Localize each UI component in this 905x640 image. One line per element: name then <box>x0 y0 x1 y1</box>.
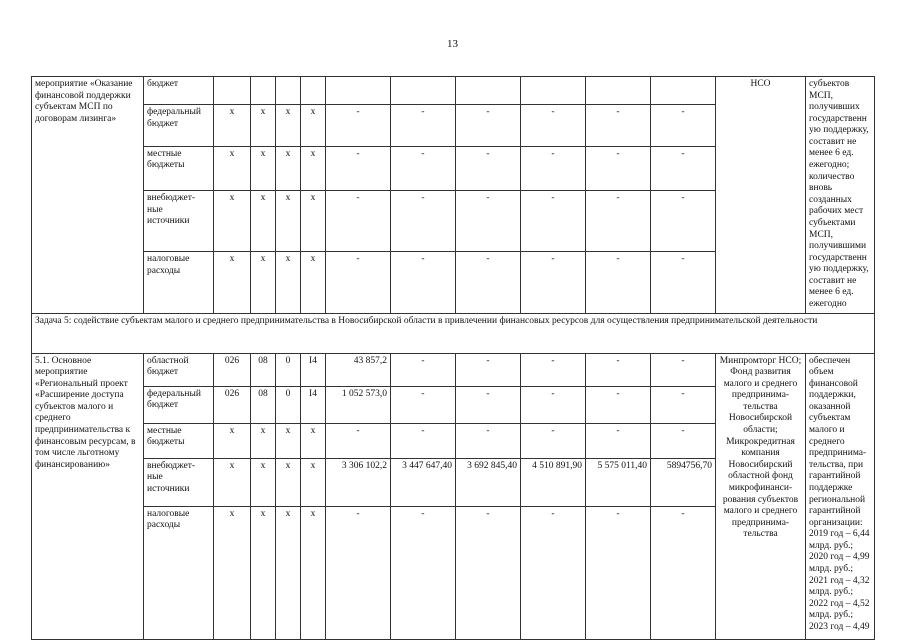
grbs-code: x <box>214 190 251 251</box>
year-value <box>586 77 651 105</box>
year-value: - <box>586 105 651 147</box>
year-value <box>651 77 716 105</box>
year-value: - <box>651 506 716 639</box>
year-value: - <box>326 252 391 313</box>
year-value <box>391 77 456 105</box>
year-value: - <box>521 190 586 251</box>
year-value: - <box>521 252 586 313</box>
year-value: - <box>521 105 586 147</box>
target-code: I4 <box>301 353 326 386</box>
year-value <box>456 77 521 105</box>
section-code: x <box>251 458 276 506</box>
year-value: - <box>651 423 716 458</box>
task-heading: Задача 5: содействие субъектам малого и среднего предпринимательства в Новосибирской области в привлечении финансовых ресурсов для осуществления предпринимательской деятельности <box>32 313 875 353</box>
program-code <box>276 77 301 105</box>
year-value: - <box>456 353 521 386</box>
program-table <box>31 76 875 640</box>
year-value: - <box>651 105 716 147</box>
year-value: - <box>651 252 716 313</box>
funding-source: местные бюджеты <box>144 423 214 458</box>
year-value: - <box>521 353 586 386</box>
expected-result: субъектов МСП, получивших государственную поддержку, составит не менее 6 ед. ежегодно; количество вновь созданных рабочих мест субъектами МСП, получившими государственную поддержку, составит не менее 6 ед. ежегодно <box>806 77 875 314</box>
funding-source: федеральный бюджет <box>144 386 214 423</box>
target-code: x <box>301 423 326 458</box>
target-code: x <box>301 146 326 190</box>
grbs-code: 026 <box>214 353 251 386</box>
year-value: 3 692 845,40 <box>456 458 521 506</box>
funding-source: местные бюджеты <box>144 146 214 190</box>
grbs-code <box>214 77 251 105</box>
year-value: - <box>391 353 456 386</box>
year-value: - <box>586 506 651 639</box>
funding-source: налоговые расходы <box>144 506 214 639</box>
grbs-code: x <box>214 506 251 639</box>
year-value: - <box>456 506 521 639</box>
year-value: - <box>326 105 391 147</box>
year-value: - <box>586 423 651 458</box>
funding-source: внебюджет- ные источники <box>144 190 214 251</box>
grbs-code: x <box>214 105 251 147</box>
table-row <box>32 353 875 386</box>
year-value: 4 510 891,90 <box>521 458 586 506</box>
target-code: x <box>301 105 326 147</box>
year-value: - <box>391 146 456 190</box>
target-code: x <box>301 458 326 506</box>
year-value: - <box>456 190 521 251</box>
target-code: x <box>301 506 326 639</box>
grbs-code: x <box>214 146 251 190</box>
program-code: x <box>276 190 301 251</box>
grbs-code: x <box>214 423 251 458</box>
target-code: I4 <box>301 386 326 423</box>
year-value: - <box>326 190 391 251</box>
year-value <box>521 77 586 105</box>
target-code: x <box>301 190 326 251</box>
funding-source: бюджет <box>144 77 214 105</box>
grbs-code: x <box>214 458 251 506</box>
year-value: - <box>391 190 456 251</box>
year-value: 5 575 011,40 <box>586 458 651 506</box>
section-code: x <box>251 105 276 147</box>
year-value <box>326 77 391 105</box>
year-value: - <box>586 386 651 423</box>
measure-block-leasing <box>32 77 875 314</box>
section-code: x <box>251 423 276 458</box>
section-code: 08 <box>251 353 276 386</box>
year-value: - <box>391 252 456 313</box>
year-value: - <box>521 423 586 458</box>
year-value: - <box>651 386 716 423</box>
program-code: x <box>276 423 301 458</box>
section-code: x <box>251 252 276 313</box>
year-value: - <box>521 386 586 423</box>
year-value: - <box>391 506 456 639</box>
year-value: - <box>456 146 521 190</box>
section-code <box>251 77 276 105</box>
program-code: 0 <box>276 386 301 423</box>
funding-source: областной бюджет <box>144 353 214 386</box>
year-value: - <box>326 423 391 458</box>
year-value: - <box>391 423 456 458</box>
section-code: x <box>251 190 276 251</box>
year-value: 1 052 573,0 <box>326 386 391 423</box>
section-code: x <box>251 146 276 190</box>
year-value: 5894756,70 <box>651 458 716 506</box>
program-code: x <box>276 105 301 147</box>
year-value: - <box>456 386 521 423</box>
year-value: 3 447 647,40 <box>391 458 456 506</box>
table-row <box>32 313 875 353</box>
year-value: - <box>586 252 651 313</box>
responsible-executor: Минпромторг НСО; Фонд развития малого и среднего предпринима-тельства Новосибирской области; Микрокредитная компания Новосибирский областной фонд микрофинанси-рования субъектов малого и среднего предпринима-тельства <box>716 353 806 639</box>
year-value: - <box>326 506 391 639</box>
funding-source: федеральный бюджет <box>144 105 214 147</box>
program-code: 0 <box>276 353 301 386</box>
measure-name: мероприятие «Оказание финансовой поддержки субъектам МСП по договорам лизинга» <box>32 77 144 314</box>
year-value: - <box>521 146 586 190</box>
year-value: - <box>651 190 716 251</box>
task-block <box>32 313 875 353</box>
year-value: - <box>586 353 651 386</box>
program-code: x <box>276 458 301 506</box>
year-value: - <box>651 146 716 190</box>
grbs-code: 026 <box>214 386 251 423</box>
year-value: - <box>391 105 456 147</box>
year-value: - <box>456 252 521 313</box>
year-value: - <box>586 146 651 190</box>
year-value: - <box>456 105 521 147</box>
expected-result: обеспечен объем финансовой поддержки, оказанной субъектам малого и среднего предпринима-тельства, при гарантийной поддержке региональной гарантийной организации: 2019 год – 6,44 млрд. руб.; 2020 год – 4,99 млрд. руб.; 2021 год – 4,32 млрд. руб.; 2022 год – 4,52 млрд. руб.; 2023 год – 4,49 <box>806 353 875 639</box>
program-code: x <box>276 506 301 639</box>
year-value: - <box>651 353 716 386</box>
funding-source: налоговые расходы <box>144 252 214 313</box>
year-value: - <box>326 146 391 190</box>
year-value: - <box>456 423 521 458</box>
target-code: x <box>301 252 326 313</box>
measure-block-regional-project <box>32 353 875 639</box>
section-code: 08 <box>251 386 276 423</box>
measure-name: 5.1. Основное мероприятие «Региональный проект «Расширение доступа субъектов малого и среднего предпринимательства к финансовым ресурсам, в том числе льготному финансированию» <box>32 353 144 639</box>
section-code: x <box>251 506 276 639</box>
funding-source: внебюджет- ные источники <box>144 458 214 506</box>
year-value: - <box>391 386 456 423</box>
grbs-code: x <box>214 252 251 313</box>
target-code <box>301 77 326 105</box>
year-value: - <box>586 190 651 251</box>
program-code: x <box>276 146 301 190</box>
year-value: 43 857,2 <box>326 353 391 386</box>
program-code: x <box>276 252 301 313</box>
table-row <box>32 77 875 105</box>
page-number: 13 <box>447 38 458 50</box>
responsible-executor: НСО <box>716 77 806 314</box>
year-value: - <box>521 506 586 639</box>
year-value: 3 306 102,2 <box>326 458 391 506</box>
